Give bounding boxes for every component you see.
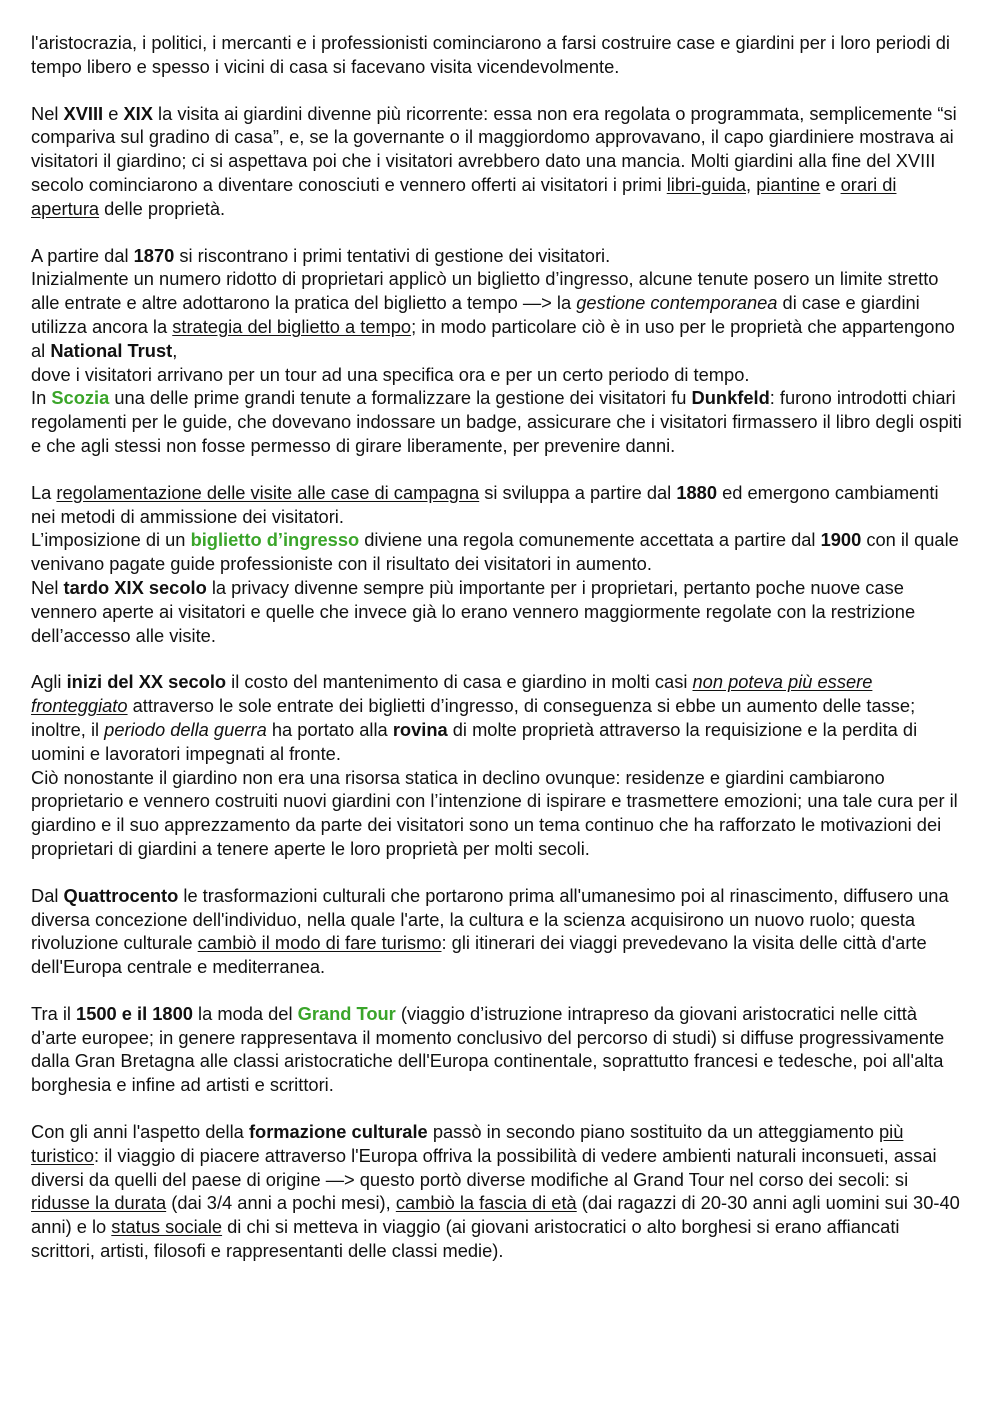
bold-term: 1900 [820,529,862,551]
underlined-term: strategia del biglietto a tempo [172,315,412,337]
underlined-term: piantine [756,173,821,195]
paragraph-quattrocento: Dal Quattrocento le trasformazioni culturali che portarono prima all'umanesimo poi al rinascimento, diffusero una diversa concezione dell'individuo, nella quale l'arte, la cultura e la scienza acquisirono un nuovo ruolo; questa rivoluzione culturale cambiò il modo di fare turismo: gli itinerari dei viaggi prevedevano la visita delle città d'arte dell'Europa centrale e mediterranea. [31,884,949,978]
paragraph-biglietto-tempo: Inizialmente un numero ridotto di proprietari applicò un biglietto d’ingresso, alcune tenute posero un limite stretto alle entrate e altre adottarono la pratica del biglietto a tempo —> la gestione contemporanea di case e giardini utilizza ancora la strategia del biglietto a tempo; in modo particolare ciò è in uso per le proprietà che appartengono al National Trust, [31,268,955,361]
underlined-term: più turistico [31,1121,904,1166]
underlined-term: ridusse la durata [31,1192,167,1214]
bold-term: inizi del XX secolo [66,671,227,693]
bold-term: Quattrocento [63,884,179,906]
paragraph-grand-tour: Tra il 1500 e il 1800 la moda del Grand Tour (viaggio d’istruzione intrapreso da giovani aristocratici nelle città d’arte europee; in genere rappresentava il momento conclusivo del percorso di studi) si diffuse progressivamente dalla Gran Bretagna alle classi aristocratiche dell'Europa continentale, soprattutto francesi e tedesche, poi all'alta borghesia e infine ad artisti e scrittori. [31,1002,945,1096]
paragraph-inizi-xx: Agli inizi del XX secolo il costo del mantenimento di casa e giardino in molti casi non poteva più essere fronteggiato attraverso le sole entrate dei biglietti d’ingresso, di conseguenza si ebbe un aumento delle tasse; inoltre, il periodo della guerra ha portato alla rovina di molte proprietà attraverso la requisizione e la perdita di uomini e lavoratori impegnati al fronte. [31,671,918,764]
underlined-term: regolamentazione delle visite alle case di campagna [56,481,480,503]
bold-term: National Trust [50,339,173,361]
paragraph-risorsa-statica: Ciò nonostante il giardino non era una risorsa statica in declino ovunque: residenze e giardini cambiarono proprietario e vennero costruiti nuovi giardini con l’intenzione di ispirare e trasmettere emozioni; una tale cura per il giardino e il suo apprezzamento da parte dei visitatori sono un tema continuo che ha rafforzato le motivazioni dei proprietari di giardini a tenere aperte le loro proprietà per molti secoli. [31,766,958,859]
bold-term: 1500 e il 1800 [76,1002,193,1024]
paragraph-biglietto-ingresso: L’imposizione di un biglietto d’ingresso diviene una regola comunemente accettata a partire dal 1900 con il quale venivano pagate guide professioniste con il risultato dei visitatori in aumento. [31,529,959,575]
bold-term: 1870 [133,244,175,266]
paragraph-formazione-culturale: Con gli anni l'aspetto della formazione culturale passò in secondo piano sostituito da un atteggiamento più turistico: il viaggio di piacere attraverso l'Europa offriva la possibilità di vedere ambienti naturali inconsueti, assai diversi da quelli del paese di origine —> questo portò diverse modifiche al Grand Tour nel corso dei secoli: si ridusse la durata (dai 3/4 anni a pochi mesi), cambiò la fascia di età (dai ragazzi di 20-30 anni agli uomini sui 30-40 anni) e lo status sociale di chi si metteva in viaggio (ai giovani aristocratici o alto borghesi si erano affiancati scrittori, artisti, filosofi e rappresentanti delle classi medie). [31,1121,960,1262]
underlined-term: orari di apertura [31,173,897,219]
bold-term: formazione culturale [248,1121,428,1143]
bold-term: tardo XIX secolo [63,576,207,598]
paragraph-1870: A partire dal 1870 si riscontrano i primi tentativi di gestione dei visitatori. [31,244,611,266]
green-highlight-term: Scozia [51,387,110,409]
paragraph-visita-giardini: Nel XVIII e XIX la visita ai giardini divenne più ricorrente: essa non era regolata o programmata, semplicemente “si compariva sul gradino di casa”, e, se la governante o il maggiordomo approvavano, il capo giardiniere mostrava ai visitatori il giardino; ci si aspettava poi che i visitatori avrebbero dato una mancia. Molti giardini alla fine del XVIII secolo cominciarono a diventare conosciuti e vennero offerti ai visitatori i primi libri-guida, piantine e orari di apertura delle proprietà. [31,102,957,219]
underlined-term: cambiò la fascia di età [395,1192,577,1214]
underlined-term: non poteva più essere fronteggiato [31,671,873,717]
underlined-term: status sociale [111,1216,223,1238]
green-highlight-term: Grand Tour [297,1002,396,1024]
bold-term: XVIII [63,102,104,124]
underlined-term: libri-guida [666,173,747,195]
italic-term: periodo della guerra [104,718,267,740]
paragraph-tardo-xix: Nel tardo XIX secolo la privacy divenne sempre più importante per i proprietari, pertanto poche nuove case vennero aperte ai visitatori e quelle che invece già lo erano vennero maggiormente regolate con la restrizione dell’accesso alle visite. [31,576,916,646]
paragraph-tour-ora: dove i visitatori arrivano per un tour ad una specifica ora e per un certo periodo di tempo. [31,363,750,385]
paragraph-aristocrazia: l'aristocrazia, i politici, i mercanti e i professionisti cominciarono a farsi costruire case e giardini per i loro periodi di tempo libero e spesso i vicini di casa si facevano visita vicendevolmente. [31,32,950,77]
bold-term: XIX [123,102,153,124]
green-highlight-term: biglietto d’ingresso [190,529,360,551]
bold-term: rovina [392,718,448,740]
underlined-term: cambiò il modo di fare turismo [197,932,442,954]
paragraph-scozia: In Scozia una delle prime grandi tenute a formalizzare la gestione dei visitatori fu Dunkfeld: furono introdotti chiari regolamenti per le guide, che dovevano indossare un badge, assicurare che i visitatori firmassero il libro degli ospiti e che agli stessi non fosse permesso di girare liberamente, per prevenire danni. [31,387,962,456]
bold-term: 1880 [676,481,717,503]
bold-term: Dunkfeld [691,387,770,409]
italic-term: gestione contemporanea [576,292,778,314]
paragraph-regolamentazione: La regolamentazione delle visite alle case di campagna si sviluppa a partire dal 1880 ed emergono cambiamenti nei metodi di ammissione dei visitatori. [31,481,939,527]
